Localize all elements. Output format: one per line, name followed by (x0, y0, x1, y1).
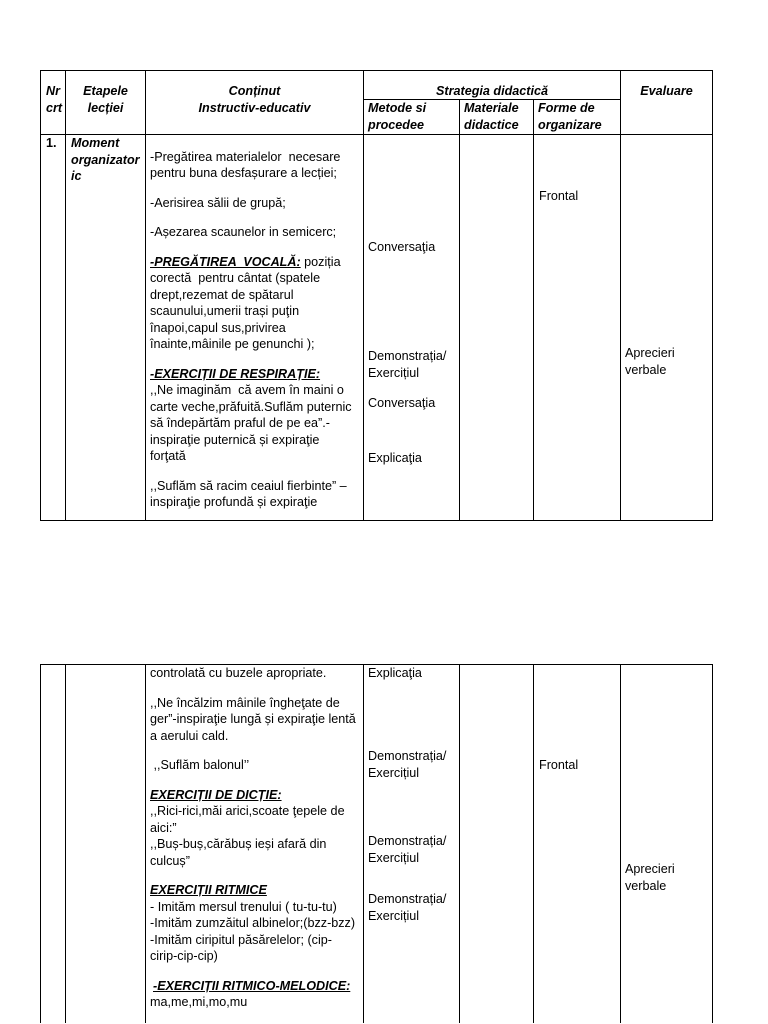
nr-cell (41, 665, 66, 1023)
stage-name: organizator (71, 152, 140, 167)
methods-cell (364, 665, 460, 1023)
content-line: ,,Suflăm balonul’’ (150, 758, 250, 772)
content-cell (146, 665, 364, 1023)
content-line: ,,Ne imaginăm că avem în maini o (150, 383, 344, 397)
method-item (368, 239, 459, 256)
content-line: cirip-cip-cip) (150, 949, 218, 963)
header-materiale (460, 100, 534, 135)
method-label: Exercițiul (368, 365, 420, 380)
content-line: pentru buna desfașurare a lecției; (150, 166, 337, 180)
stage-cell (66, 665, 146, 1023)
section-heading-exercitii-ritmice: EXERCIȚII RITMICE (150, 883, 267, 897)
content-line: ma,me,mi,mo,mu (150, 995, 248, 1009)
evaluation-label: Aprecieri (625, 862, 675, 876)
table-row (41, 135, 713, 521)
spacer (150, 774, 363, 787)
lesson-plan-table-continued (40, 664, 713, 1023)
organization-label: Frontal (539, 189, 579, 203)
content-text: poziția (300, 254, 341, 269)
content-line: scaunului,umerii trași puţin (150, 304, 300, 318)
content-cell (146, 135, 364, 521)
content-line (150, 254, 363, 271)
header-lectiei-label: lecției (87, 100, 124, 115)
spacer (150, 465, 363, 478)
methods-cell (364, 135, 460, 521)
organization-item (539, 188, 620, 205)
stage-name: Moment (71, 136, 120, 150)
method-item (368, 665, 459, 682)
header-evaluare (621, 71, 713, 135)
content-line: să îndepărtăm praful de pe ea”.- (150, 416, 330, 430)
evaluation-item (625, 345, 712, 378)
header-row (41, 71, 713, 100)
method-label: Explicaţia (368, 666, 422, 680)
content-line (150, 978, 363, 995)
method-label: Exercițiul (368, 850, 420, 865)
method-item (368, 395, 459, 412)
row-number: 1. (46, 136, 57, 150)
table-row (41, 665, 713, 1023)
header-etapele-label: Etapele (83, 84, 128, 98)
header-nr-crt (41, 71, 66, 135)
section-heading-exercitii-respiratie: -EXERCIȚII DE RESPIRAȚIE: (150, 366, 321, 381)
evaluation-cell (621, 665, 713, 1023)
content-line: aici:” (150, 820, 177, 835)
materials-cell (460, 665, 534, 1023)
content-line: culcuș” (150, 853, 190, 868)
content-line: -Imităm ciripitul păsărelelor; (cip- (150, 932, 332, 947)
spacer (150, 241, 363, 254)
content-line: ,,Suflăm să racim ceaiul fierbinte” – (150, 478, 347, 493)
method-label: Exercițiul (368, 765, 420, 780)
content-line: carte veche,prăfuită.Suflăm puternic (150, 399, 352, 414)
content-line: forţată (150, 449, 186, 463)
header-materiale-label: Materiale (464, 101, 519, 115)
stage-name: ic (71, 169, 82, 183)
header-metode-label: Metode si (368, 101, 427, 115)
stage-cell (66, 135, 146, 521)
spacer (150, 965, 363, 978)
spacer (150, 744, 363, 757)
spacer (150, 211, 363, 224)
section-heading-exercitii-ritmico-melodice: -EXERCIȚII RITMICO-MELODICE: (153, 978, 351, 993)
spacer (150, 182, 363, 195)
spacer (150, 869, 363, 882)
content-line: drept,rezemat de spătarul (150, 287, 294, 302)
header-procedee-label: procedee (368, 117, 424, 132)
header-forme (534, 100, 621, 135)
evaluation-cell (621, 135, 713, 521)
content-line: inspiraţie puternică și expiraţie (150, 432, 320, 447)
content-line: ger”-inspiraţie lungă și expiraţie lentă (150, 712, 356, 726)
evaluation-label: Aprecieri (625, 346, 675, 360)
evaluation-label: verbale (625, 878, 667, 893)
method-item (368, 348, 459, 381)
header-forme-label: Forme de (538, 101, 595, 115)
section-heading-exercitii-dictie: EXERCIȚII DE DICȚIE: (150, 787, 282, 802)
content-line: înainte,mâinile pe genunchi ); (150, 337, 315, 351)
method-item (368, 891, 459, 924)
content-line: inspiraţie profundă și expiraţie (150, 495, 318, 509)
content-line: a aerului cald. (150, 728, 229, 743)
header-metode (364, 100, 460, 135)
content-line: controlată cu buzele apropriate. (150, 666, 327, 680)
method-item (368, 833, 459, 866)
content-line: ,,Ne încălzim mâinile îngheţate de (150, 695, 340, 710)
method-label: Demonstrația/ (368, 749, 447, 763)
evaluation-item (625, 861, 712, 894)
content-line: -Așezarea scaunelor in semicerc; (150, 225, 337, 239)
content-line: -Pregătirea materialelor necesare (150, 149, 341, 164)
content-line: înapoi,capul sus,privirea (150, 320, 286, 335)
lesson-plan-table (40, 70, 713, 521)
header-evaluare-label: Evaluare (640, 84, 693, 98)
spacer (150, 353, 363, 366)
header-strategia-didactica (364, 71, 621, 100)
evaluation-label: verbale (625, 362, 667, 377)
content-line: -Imităm zumzăitul albinelor;(bzz-bzz) (150, 916, 356, 930)
content-line: ,,Buș-buș,cărăbuș ieși afară din (150, 837, 327, 851)
organization-label: Frontal (539, 758, 579, 772)
method-item (368, 748, 459, 781)
organization-item (539, 757, 620, 774)
section-heading-pregatirea-vocala: -PREGĂTIREA VOCALĂ: (150, 254, 301, 269)
organization-cell (534, 135, 621, 521)
materials-cell (460, 135, 534, 521)
header-continut-label: Conținut (228, 84, 281, 98)
nr-cell (41, 135, 66, 521)
content-line: ,,Rici-rici,măi arici,scoate ţepele de (150, 804, 345, 818)
method-label: Exercițiul (368, 908, 420, 923)
content-line: -Aerisirea sălii de grupă; (150, 195, 286, 210)
header-etapele-lectiei (66, 71, 146, 135)
method-item (368, 450, 459, 467)
method-label: Conversaţia (368, 396, 436, 410)
method-label: Demonstrația/ (368, 349, 447, 363)
content-line: - Imităm mersul trenului ( tu-tu-tu) (150, 899, 337, 914)
organization-cell (534, 665, 621, 1023)
header-didactice-label: didactice (464, 117, 519, 132)
header-crt-label: crt (46, 100, 63, 115)
header-organizare-label: organizare (538, 117, 602, 132)
header-instructiv-label: Instructiv-educativ (198, 100, 311, 115)
header-strategia-label: Strategia didactică (436, 83, 549, 98)
method-label: Conversaţia (368, 240, 436, 254)
method-label: Demonstrația/ (368, 892, 447, 906)
header-nr-label: Nr (46, 84, 60, 98)
header-continut (146, 71, 364, 135)
content-line: corectă pentru cântat (spatele (150, 271, 321, 285)
spacer (150, 682, 363, 695)
method-label: Explicaţia (368, 451, 422, 465)
method-label: Demonstrația/ (368, 834, 447, 848)
